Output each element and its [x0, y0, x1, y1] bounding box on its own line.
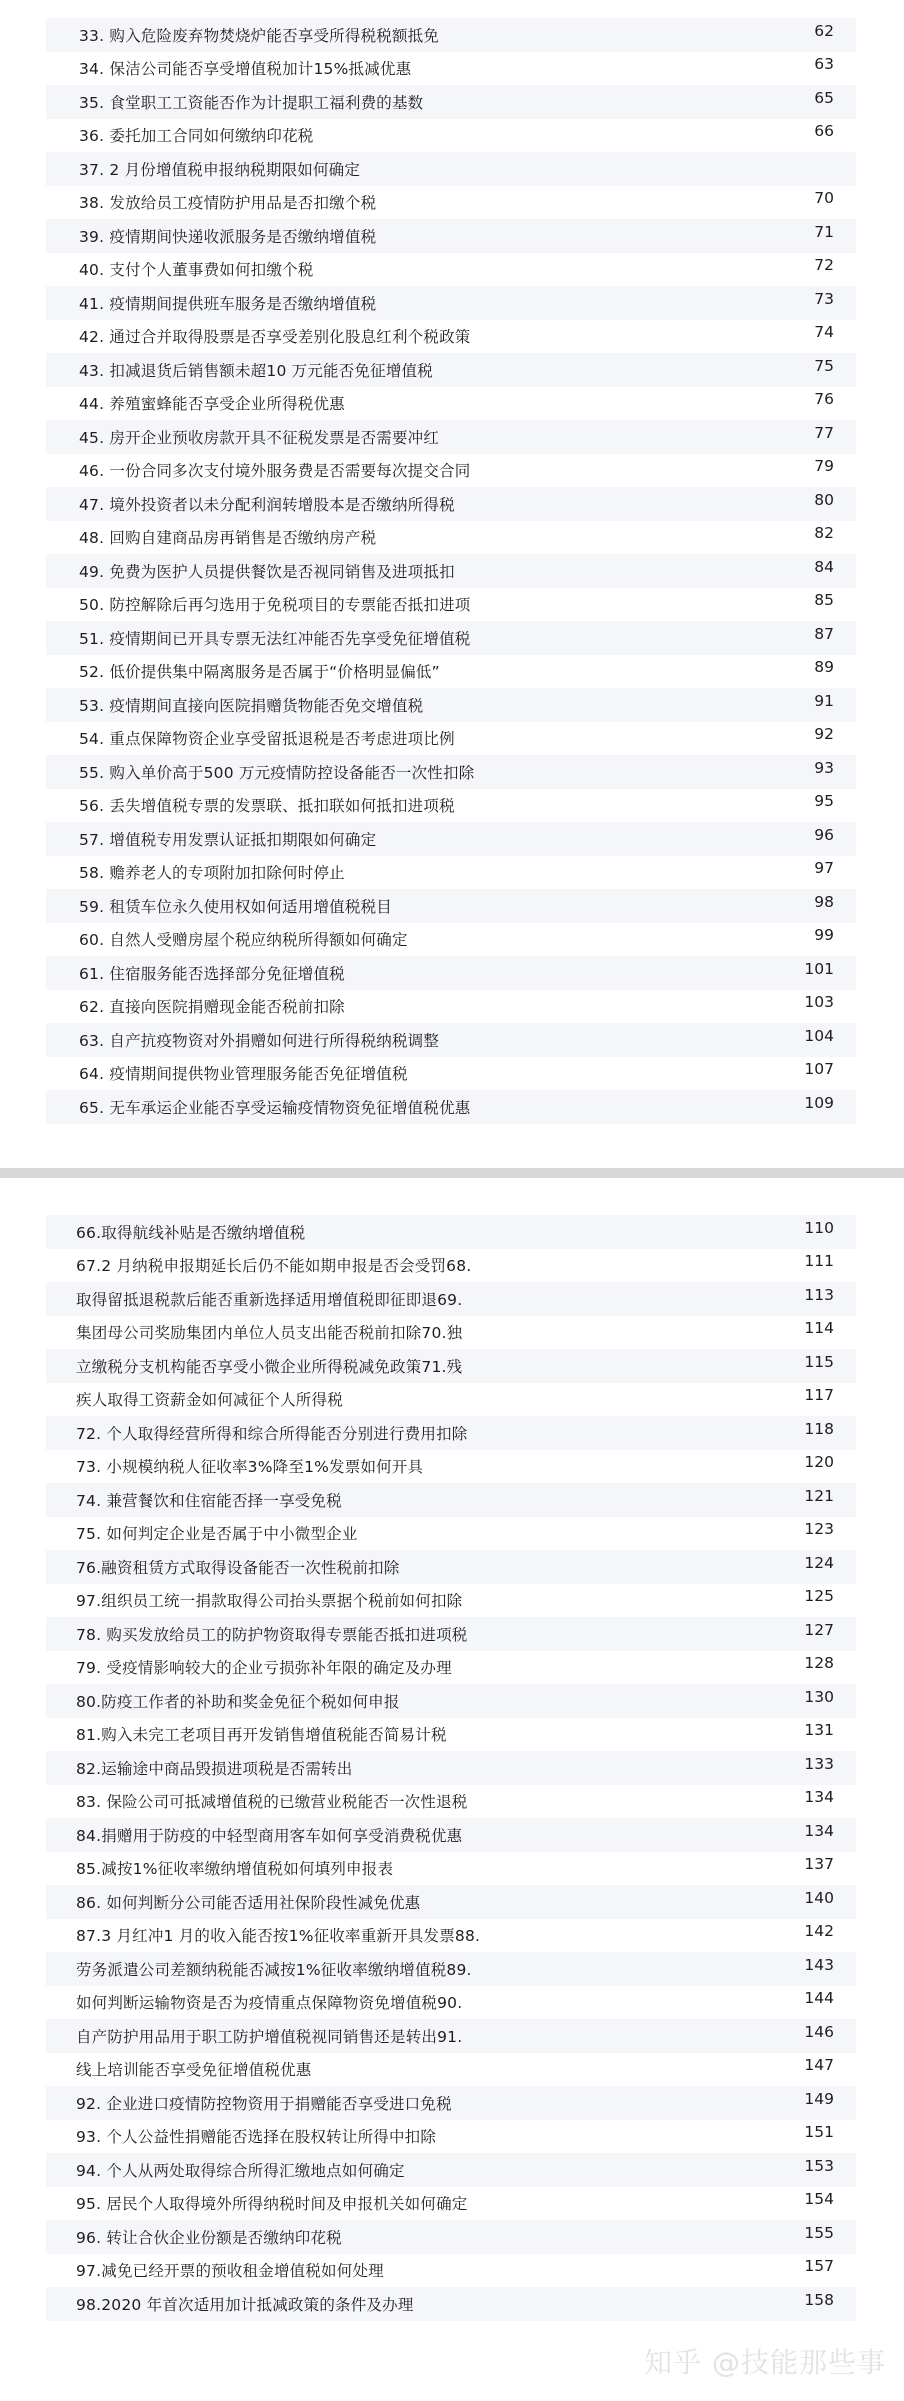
toc-page-1: [46, 18, 856, 1124]
toc-page-number: 73: [814, 289, 834, 308]
toc-page-number: 154: [804, 2190, 834, 2209]
toc-row: [46, 1316, 856, 1350]
toc-row: [46, 52, 856, 86]
toc-row: [46, 822, 856, 856]
toc-title: 76.融资租赁方式取得设备能否一次性税前扣除: [76, 1558, 400, 1577]
toc-title: 96. 转让合伙企业份额是否缴纳印花税: [76, 2228, 342, 2247]
toc-title: 97.减免已经开票的预收租金增值税如何处理: [76, 2262, 384, 2281]
toc-title: 56. 丢失增值税专票的发票联、抵扣联如何抵扣进项税: [79, 797, 455, 816]
toc-row: [46, 521, 856, 555]
toc-row: [46, 1952, 856, 1986]
toc-title: 54. 重点保障物资企业享受留抵退税是否考虑进项比例: [79, 730, 455, 749]
toc-title: 取得留抵退税款后能否重新选择适用增值税即征即退69.: [76, 1290, 463, 1309]
toc-title: 92. 企业进口疫情防控物资用于捐赠能否享受进口免税: [76, 2094, 452, 2113]
toc-row: [46, 655, 856, 689]
toc-page-number: 117: [804, 1386, 834, 1405]
toc-page-number: 99: [814, 926, 834, 945]
toc-title: 85.减按1%征收率缴纳增值税如何填列申报表: [76, 1860, 394, 1879]
toc-page-number: 110: [804, 1218, 834, 1237]
toc-title: 97.组织员工统一捐款取得公司抬头票据个税前如何扣除: [76, 1592, 463, 1611]
toc-row: [46, 2153, 856, 2187]
toc-title: 62. 直接向医院捐赠现金能否税前扣除: [79, 998, 345, 1017]
toc-title: 50. 防控解除后再匀选用于免税项目的专票能否抵扣进项: [79, 596, 471, 615]
toc-row: [46, 1349, 856, 1383]
toc-page-number: 149: [804, 2089, 834, 2108]
toc-page-number: 95: [814, 792, 834, 811]
toc-page-number: 101: [804, 959, 834, 978]
toc-row: [46, 1852, 856, 1886]
toc-row: [46, 1718, 856, 1752]
toc-page-number: 131: [804, 1721, 834, 1740]
toc-title: 41. 疫情期间提供班车服务是否缴纳增值税: [79, 294, 377, 313]
toc-title: 45. 房开企业预收房款开具不征税发票是否需要冲红: [79, 428, 440, 447]
toc-title: 72. 个人取得经营所得和综合所得能否分别进行费用扣除: [76, 1424, 468, 1443]
toc-title: 34. 保洁公司能否享受增值税加计15%抵减优惠: [79, 60, 412, 79]
toc-title: 52. 低价提供集中隔离服务是否属于“价格明显偏低”: [79, 663, 440, 682]
toc-row: [46, 1282, 856, 1316]
toc-row: [46, 219, 856, 253]
toc-page-number: 92: [814, 725, 834, 744]
toc-title: 63. 自产抗疫物资对外捐赠如何进行所得税纳税调整: [79, 1031, 440, 1050]
toc-row: [46, 1483, 856, 1517]
toc-page-number: 93: [814, 758, 834, 777]
toc-page-number: 120: [804, 1453, 834, 1472]
toc-title: 83. 保险公司可抵减增值税的已缴营业税能否一次性退税: [76, 1793, 468, 1812]
toc-page-number: 75: [814, 356, 834, 375]
toc-row: [46, 789, 856, 823]
toc-page-number: 140: [804, 1888, 834, 1907]
toc-title: 75. 如何判定企业是否属于中小微型企业: [76, 1525, 358, 1544]
toc-row: [46, 621, 856, 655]
toc-page-number: 76: [814, 390, 834, 409]
toc-page-number: 134: [804, 1788, 834, 1807]
toc-page-number: 157: [804, 2257, 834, 2276]
toc-row: [46, 1818, 856, 1852]
toc-page-number: 85: [814, 591, 834, 610]
toc-title: 49. 免费为医护人员提供餐饮是否视同销售及进项抵扣: [79, 562, 455, 581]
toc-page-number: 133: [804, 1754, 834, 1773]
toc-page-2: [46, 1215, 856, 2325]
toc-title: 94. 个人从两处取得综合所得汇缴地点如何确定: [76, 2161, 405, 2180]
toc-page-number: 155: [804, 2223, 834, 2242]
toc-page-number: 91: [814, 691, 834, 710]
toc-page-number: 147: [804, 2056, 834, 2075]
toc-row: [46, 1684, 856, 1718]
toc-page-number: 62: [814, 21, 834, 40]
toc-title: 51. 疫情期间已开具专票无法红冲能否先享受免征增值税: [79, 629, 471, 648]
toc-page-number: 124: [804, 1553, 834, 1572]
toc-row: [46, 152, 856, 186]
toc-page-number: 74: [814, 323, 834, 342]
toc-title: 64. 疫情期间提供物业管理服务能否免征增值税: [79, 1065, 408, 1084]
toc-title: 39. 疫情期间快递收派服务是否缴纳增值税: [79, 227, 377, 246]
toc-page-number: 66: [814, 122, 834, 141]
toc-row: [46, 186, 856, 220]
toc-title: 93. 个人公益性捐赠能否选择在股权转让所得中扣除: [76, 2128, 437, 2147]
toc-page-number: 128: [804, 1654, 834, 1673]
toc-row: [46, 320, 856, 354]
toc-page-number: 113: [804, 1285, 834, 1304]
toc-page-number: 63: [814, 55, 834, 74]
toc-row: [46, 2120, 856, 2154]
toc-row: [46, 1517, 856, 1551]
toc-title: 48. 回购自建商品房再销售是否缴纳房产税: [79, 529, 377, 548]
toc-row: [46, 253, 856, 287]
toc-page-number: 158: [804, 2290, 834, 2309]
toc-row: [46, 2220, 856, 2254]
toc-page-number: 127: [804, 1620, 834, 1639]
toc-title: 40. 支付个人董事费如何扣缴个税: [79, 261, 314, 280]
toc-page-number: 103: [804, 993, 834, 1012]
toc-title: 58. 赡养老人的专项附加扣除何时停止: [79, 864, 345, 883]
toc-title: 37. 2 月份增值税申报纳税期限如何确定: [79, 160, 361, 179]
toc-page-number: 77: [814, 423, 834, 442]
toc-row: [46, 2187, 856, 2221]
toc-title: 43. 扣减退货后销售额未超10 万元能否免征增值税: [79, 361, 433, 380]
toc-title: 81.购入未完工老项目再开发销售增值税能否简易计税: [76, 1726, 447, 1745]
toc-title: 38. 发放给员工疫情防护用品是否扣缴个税: [79, 194, 377, 213]
toc-title: 73. 小规模纳税人征收率3%降至1%发票如何开具: [76, 1458, 424, 1477]
toc-title: 80.防疫工作者的补助和奖金免征个税如何申报: [76, 1692, 400, 1711]
toc-page-number: 123: [804, 1520, 834, 1539]
toc-page-number: 71: [814, 222, 834, 241]
toc-row: [46, 956, 856, 990]
toc-page-number: 65: [814, 88, 834, 107]
toc-row: [46, 85, 856, 119]
toc-title: 疾人取得工资薪金如何减征个人所得税: [76, 1391, 343, 1410]
toc-page-number: 72: [814, 256, 834, 275]
toc-row: [46, 353, 856, 387]
toc-page-number: 96: [814, 825, 834, 844]
toc-row: [46, 1617, 856, 1651]
toc-page-number: 79: [814, 457, 834, 476]
toc-title: 劳务派遣公司差额纳税能否减按1%征收率缴纳增值税89.: [76, 1960, 472, 1979]
toc-page-number: 153: [804, 2156, 834, 2175]
toc-page-number: 118: [804, 1419, 834, 1438]
toc-page-number: 104: [804, 1026, 834, 1045]
toc-row: [46, 1450, 856, 1484]
toc-row: [46, 688, 856, 722]
toc-title: 84.捐赠用于防疫的中轻型商用客车如何享受消费税优惠: [76, 1826, 463, 1845]
toc-row: [46, 420, 856, 454]
toc-row: [46, 1584, 856, 1618]
toc-row: [46, 554, 856, 588]
toc-title: 53. 疫情期间直接向医院捐赠货物能否免交增值税: [79, 696, 424, 715]
toc-title: 59. 租赁车位永久使用权如何适用增值税税目: [79, 897, 392, 916]
toc-row: [46, 487, 856, 521]
toc-row: [46, 2254, 856, 2288]
toc-row: [46, 923, 856, 957]
toc-page-number: 82: [814, 524, 834, 543]
toc-row: [46, 722, 856, 756]
toc-row: [46, 454, 856, 488]
toc-page-number: 130: [804, 1687, 834, 1706]
toc-page-number: 84: [814, 557, 834, 576]
toc-title: 44. 养殖蜜蜂能否享受企业所得税优惠: [79, 395, 345, 414]
toc-title: 46. 一份合同多次支付境外服务费是否需要每次提交合同: [79, 462, 471, 481]
toc-title: 57. 增值税专用发票认证抵扣期限如何确定: [79, 830, 377, 849]
toc-title: 78. 购买发放给员工的防护物资取得专票能否抵扣进项税: [76, 1625, 468, 1644]
toc-row: [46, 1057, 856, 1091]
toc-page-number: 143: [804, 1955, 834, 1974]
toc-row: [46, 1215, 856, 1249]
toc-title: 65. 无车承运企业能否享受运输疫情物资免征增值税优惠: [79, 1098, 471, 1117]
toc-page-number: 115: [804, 1352, 834, 1371]
toc-row: [46, 1919, 856, 1953]
toc-title: 42. 通过合并取得股票是否享受差别化股息红利个税政策: [79, 328, 471, 347]
toc-row: [46, 1986, 856, 2020]
toc-page-number: 87: [814, 624, 834, 643]
toc-row: [46, 1751, 856, 1785]
toc-row: [46, 1023, 856, 1057]
toc-title: 线上培训能否享受免征增值税优惠: [76, 2061, 312, 2080]
toc-title: 自产防护用品用于职工防护增值税视同销售还是转出91.: [76, 2027, 463, 2046]
toc-page-number: 121: [804, 1486, 834, 1505]
toc-page-number: 89: [814, 658, 834, 677]
toc-title: 集团母公司奖励集团内单位人员支出能否税前扣除70.独: [76, 1324, 463, 1343]
toc-row: [46, 1550, 856, 1584]
toc-title: 33. 购入危险废弃物焚烧炉能否享受所得税税额抵免: [79, 26, 440, 45]
toc-page-number: 109: [804, 1093, 834, 1112]
toc-row: [46, 1785, 856, 1819]
toc-page-number: 142: [804, 1922, 834, 1941]
toc-row: [46, 755, 856, 789]
toc-page-number: 80: [814, 490, 834, 509]
toc-page-number: 151: [804, 2123, 834, 2142]
toc-page-number: 70: [814, 189, 834, 208]
toc-title: 67.2 月纳税申报期延长后仍不能如期申报是否会受罚68.: [76, 1257, 472, 1276]
toc-page-number: 125: [804, 1587, 834, 1606]
toc-page-number: 146: [804, 2022, 834, 2041]
toc-row: [46, 2019, 856, 2053]
toc-row: [46, 1383, 856, 1417]
toc-title: 86. 如何判断分公司能否适用社保阶段性减免优惠: [76, 1893, 421, 1912]
toc-title: 98.2020 年首次适用加计抵减政策的条件及办理: [76, 2295, 414, 2314]
toc-page-number: 111: [804, 1252, 834, 1271]
toc-row: [46, 588, 856, 622]
page-divider: [0, 1168, 904, 1178]
toc-title: 95. 居民个人取得境外所得纳税时间及申报机关如何确定: [76, 2195, 468, 2214]
toc-row: [46, 119, 856, 153]
toc-page-number: 114: [804, 1319, 834, 1338]
toc-title: 55. 购入单价高于500 万元疫情防控设备能否一次性扣除: [79, 763, 475, 782]
toc-row: [46, 1651, 856, 1685]
toc-row: [46, 1416, 856, 1450]
toc-title: 87.3 月红冲1 月的收入能否按1%征收率重新开具发票88.: [76, 1927, 481, 1946]
toc-title: 36. 委托加工合同如何缴纳印花税: [79, 127, 314, 146]
toc-title: 60. 自然人受赠房屋个税应纳税所得额如何确定: [79, 931, 408, 950]
toc-row: [46, 387, 856, 421]
toc-title: 66.取得航线补贴是否缴纳增值税: [76, 1223, 306, 1242]
toc-title: 82.运输途中商品毁损进项税是否需转出: [76, 1759, 353, 1778]
toc-title: 74. 兼营餐饮和住宿能否择一享受免税: [76, 1491, 342, 1510]
toc-title: 35. 食堂职工工资能否作为计提职工福利费的基数: [79, 93, 424, 112]
toc-page-number: 98: [814, 892, 834, 911]
toc-page-number: 107: [804, 1060, 834, 1079]
toc-title: 61. 住宿服务能否选择部分免征增值税: [79, 964, 345, 983]
toc-row: [46, 856, 856, 890]
toc-row: [46, 18, 856, 52]
toc-page-number: 144: [804, 1989, 834, 2008]
toc-row: [46, 2086, 856, 2120]
toc-title: 立缴税分支机构能否享受小微企业所得税减免政策71.残: [76, 1357, 463, 1376]
toc-title: 如何判断运输物资是否为疫情重点保障物资免增值税90.: [76, 1994, 463, 2013]
toc-page-number: 137: [804, 1855, 834, 1874]
toc-row: [46, 990, 856, 1024]
toc-row: [46, 286, 856, 320]
toc-row: [46, 2287, 856, 2321]
toc-row: [46, 2053, 856, 2087]
toc-row: [46, 889, 856, 923]
toc-page-number: 134: [804, 1821, 834, 1840]
toc-title: 79. 受疫情影响较大的企业亏损弥补年限的确定及办理: [76, 1659, 452, 1678]
toc-page-number: 97: [814, 859, 834, 878]
toc-row: [46, 1090, 856, 1124]
toc-title: 47. 境外投资者以未分配利润转增股本是否缴纳所得税: [79, 495, 455, 514]
toc-row: [46, 1885, 856, 1919]
toc-row: [46, 1249, 856, 1283]
watermark: 知乎 @技能那些事: [644, 2346, 886, 2379]
